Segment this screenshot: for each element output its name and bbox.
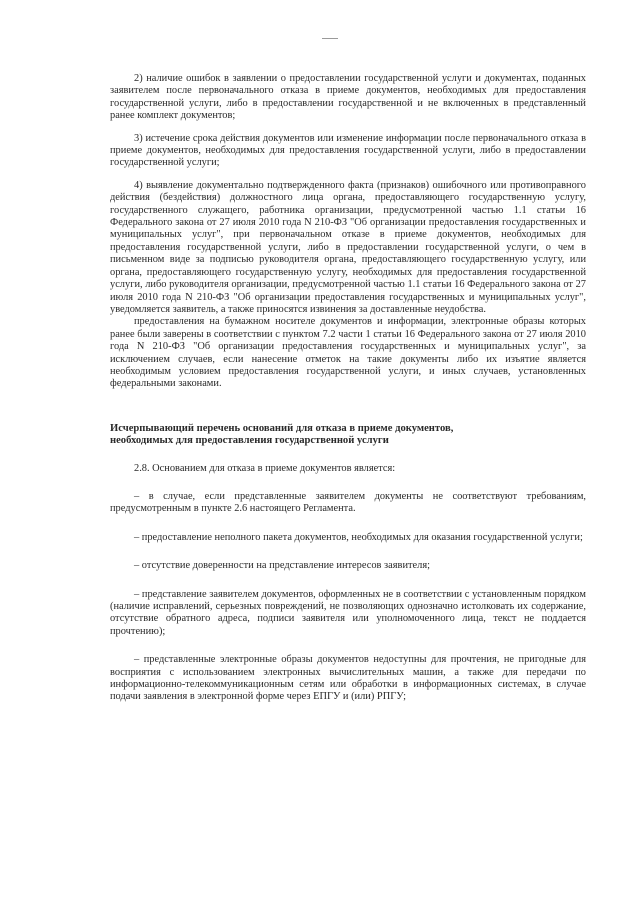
paragraph-item-4: 4) выявление документально подтвержденного факта (признаков) ошибочного или противоправного действия (бездействия) должностного лица органа, предоставляющего государственную услугу, государственного служащего, работника организации, предусмотренной частью 1.1 статьи 16 Федерального закона от 27 июля 2010 года N 210-ФЗ "Об организации предоставления государственных и муниципальных услуг", при первоначальном отказе в приеме документов, необходимых для предоставления государственной услуги, либо в предоставлении государственной услуги, о чем в письменном виде за подписью руководителя органа, предоставляющего государственную услугу, или органа, предоставляющего государственную услугу, необходимых для предоставления государственной услуги, либо руководителя организации, предусмотренной частью 1.1 статьи 16 Федерального закона от 27 июля 2010 года N 210-ФЗ "Об организации предоставления государственных и муниципальных услуг", уведомляется заявитель, а также приносятся извинения за доставленные неудобства. bbox=[110, 179, 586, 315]
paragraph-paper-documents: предоставления на бумажном носителе документов и информации, электронные образы которых ранее были заверены в соответствии с пунктом 7.2 части 1 статьи 16 Федерального закона от 27 июля 2010 года N 210-ФЗ "Об организации предоставления государственных и муниципальных услуг", за исключением случаев, если нанесение отметок на такие документы либо их изъятие является необходимым условием предоставления государственной услуги, и иных случаев, установленных федеральными законами. bbox=[110, 316, 586, 390]
paragraph-item-2: 2) наличие ошибок в заявлении о предоставлении государственной услуги и документах, поданных заявителем после первоначального отказа в приеме документов, необходимых для предоставления государственной услуги, либо в предоставлении государственной и не включенных в представленный ранее комплект документов; bbox=[110, 73, 586, 122]
paragraph-item-3: 3) истечение срока действия документов или изменение информации после первоначального отказа в приеме документов, необходимых для предоставления государственной услуги, либо в предоставлении государственной услуги; bbox=[110, 132, 586, 169]
list-item: – отсутствие доверенности на представление интересов заявителя; bbox=[134, 560, 431, 572]
section-heading-line-1: Исчерпывающий перечень оснований для отказа в приеме документов, bbox=[110, 422, 454, 434]
list-item: – представление заявителем документов, оформленных не в соответствии с установленным порядком (наличие исправлений, серьезных повреждений, не позволяющих однозначно истолковать их содержание, отсутствие обратного адреса, подписи заявителя или уполномоченного лица, текст не поддается прочтению); bbox=[110, 588, 586, 637]
list-item: – представленные электронные образы документов недоступны для прочтения, не пригодные для восприятия с использованием электронных вычислительных машин, а также для передачи по информационно-телекоммуникационным сетям или обработки в информационных системах, в случае подачи заявления в электронной форме через ЕПГУ и (или) РПГУ; bbox=[110, 654, 586, 703]
document-body bbox=[110, 73, 586, 704]
list-item: – в случае, если представленные заявителем документы не соответствуют требованиям, предусмотренным в пункте 2.6 настоящего Регламента. bbox=[110, 490, 586, 515]
section-intro: 2.8. Основанием для отказа в приеме документов является: bbox=[134, 462, 396, 474]
list-item: – предоставление неполного пакета документов, необходимых для оказания государственной услуги; bbox=[134, 531, 583, 543]
page-top-mark bbox=[322, 38, 338, 39]
section-heading-line-2: необходимых для предоставления государственной услуги bbox=[110, 435, 389, 447]
section-heading bbox=[110, 423, 586, 448]
